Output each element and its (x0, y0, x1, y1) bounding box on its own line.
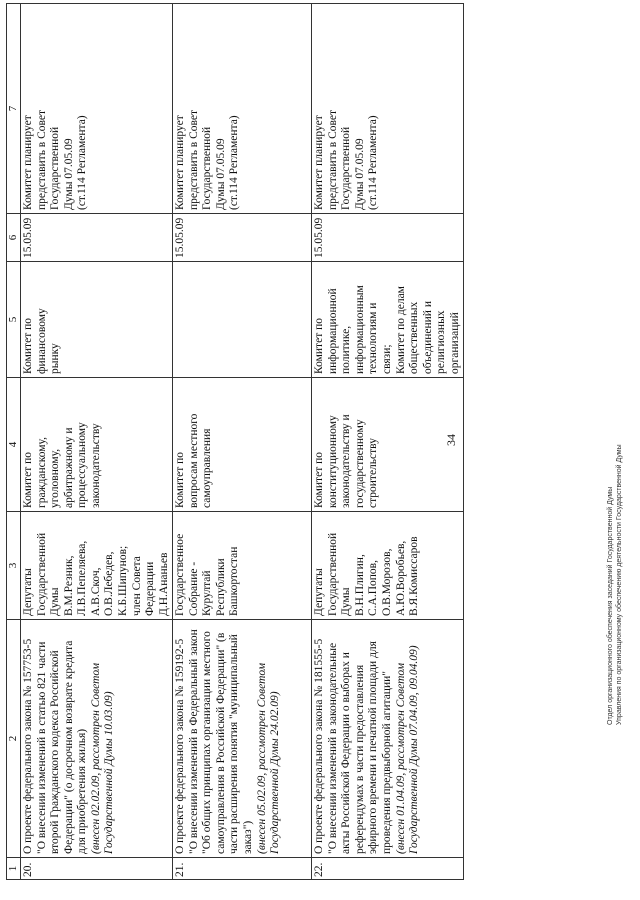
cell-line: законодательству и (340, 414, 353, 508)
bill-description: "О внесении изменений в законодательные акты Российской Федерации о выборах и референдумах в части предоставления эфирного времени и печатной площади для проведения предвыборной агитации" (326, 641, 393, 854)
cell-line: Думы 07.05.09 (214, 138, 227, 210)
cell-line: политике, (340, 325, 353, 374)
cell-line: Государственной (49, 126, 62, 210)
cell-line: А.В.Скоч, (89, 567, 102, 616)
cell-line: Собрание - Курултай (187, 561, 214, 616)
authors-cell (173, 512, 312, 620)
cell-line: объединений и (421, 301, 434, 374)
cell-line: финансовому (35, 308, 48, 374)
cell-line: Депутаты (313, 568, 326, 616)
table-row (21, 4, 173, 880)
cell-line: Федерации (144, 561, 157, 616)
cell-line: Государственной (326, 532, 339, 616)
cell-line: Думы 07.05.09 (62, 138, 75, 210)
cell-line: общественных (408, 301, 421, 374)
column-header-7: 7 (7, 4, 21, 214)
cell-line: Государственной (35, 532, 48, 616)
responsible-committee-cell (21, 378, 173, 512)
cell-line: вопросам местного (187, 413, 200, 508)
footer-line-1: Отдел организационного обеспечения заседаний Государственной Думы (607, 486, 614, 725)
footer (606, 444, 625, 725)
authors-cell (312, 512, 464, 620)
cell-line: В.Я.Комиссаров (408, 536, 421, 616)
plan-cell (21, 4, 173, 214)
cell-line: Государственное (174, 533, 187, 616)
co-committee-cell (173, 262, 312, 378)
cell-line: рынку (49, 343, 62, 374)
bills-table (6, 3, 464, 880)
cell-line: В.Н.Плигин, (353, 554, 366, 616)
cell-line: государственному (353, 419, 366, 508)
cell-line: Государственной (340, 126, 353, 210)
footer-line-2: Управления по организационному обеспечению деятельности Государственной Думы (616, 444, 624, 725)
cell-line: В.М.Резник, (62, 555, 75, 616)
deadline-date: 15.05.09 (173, 214, 312, 262)
bill-cell (173, 620, 312, 858)
co-committee-cell (312, 262, 464, 378)
cell-line: Башкортостан (228, 546, 241, 616)
bill-cell (21, 620, 173, 858)
deadline-date: 15.05.09 (21, 214, 173, 262)
cell-line: уголовному, (49, 448, 62, 508)
column-header-1: 1 (7, 858, 21, 880)
cell-line: (ст.114 Регламента) (76, 115, 89, 210)
cell-line: Думы (49, 587, 62, 616)
cell-line: (ст.114 Регламента) (228, 115, 241, 210)
authors-cell (21, 512, 173, 620)
cell-line: Комитет по (174, 452, 187, 508)
cell-line: Л.В.Пепеляева, (76, 540, 89, 616)
cell-line: конституционному (326, 415, 339, 508)
cell-line: информационным (353, 285, 366, 374)
cell-line: религиозных (435, 310, 448, 374)
bill-description: "О внесении изменений в статью 821 части второй Гражданского кодекса Российской Федерации" (о досрочном возврате кредита для приобретения жилья) (35, 640, 89, 854)
cell-line: информационной (326, 288, 339, 374)
column-header-5: 5 (7, 262, 21, 378)
cell-line: представить в Совет (326, 109, 339, 210)
cell-line: Комитет планирует (22, 115, 34, 210)
bill-cell (312, 620, 464, 858)
cell-line: Д.Н.Ананьев (157, 552, 170, 616)
cell-line: (ст.114 Регламента) (367, 115, 380, 210)
co-committee-cell (21, 262, 173, 378)
cell-line: Государственной (201, 126, 214, 210)
cell-line: гражданскому, (35, 436, 48, 508)
cell-line: Комитет по (22, 318, 34, 374)
deadline-date: 15.05.09 (312, 214, 464, 262)
column-header-6: 6 (7, 214, 21, 262)
bill-description: "О внесении изменений в Федеральный закон "Об общих принципах организации местного самоуправления в Российской Федерации" (в части расширения понятия "муниципальный заказ") (187, 629, 254, 854)
bill-note: (внесен 01.04.09, рассмотрен Советом Государственной Думы 07.04.09, 09.04.09) (394, 645, 421, 854)
cell-line: строительству (367, 438, 380, 508)
cell-line: С.А.Попов, (367, 560, 380, 616)
cell-line: член Совета (130, 556, 143, 616)
cell-line: процессуальному (76, 422, 89, 508)
cell-line: Депутаты (22, 568, 34, 616)
bill-note: (внесен 05.02.09, рассмотрен Советом Государственной Думы 24.02.09) (255, 662, 282, 854)
cell-line: представить в Совет (187, 109, 200, 210)
cell-line: технологиям и (367, 302, 380, 374)
column-header-4: 4 (7, 378, 21, 512)
column-header-2: 2 (7, 620, 21, 858)
cell-line: Комитет по (313, 452, 326, 508)
bill-title: О проекте федерального закона № 181555-5 (313, 638, 326, 854)
bill-note: (внесен 02.02.09, рассмотрен Советом Государственной Думы 10.03.09) (89, 662, 116, 854)
cell-line: связи; (381, 344, 393, 374)
cell-line: арбитражному и (62, 427, 75, 508)
cell-line: самоуправления (201, 428, 214, 508)
row-number: 22. (312, 858, 464, 880)
cell-line: организаций (448, 312, 461, 374)
responsible-committee-cell (173, 378, 312, 512)
cell-line: А.Ю.Воробьев, (394, 540, 407, 616)
cell-line: Думы (340, 587, 353, 616)
cell-line: Комитет по (22, 452, 34, 508)
cell-line: Думы 07.05.09 (353, 138, 366, 210)
row-number: 20. (21, 858, 173, 880)
cell-line: О.В.Лебедев, (103, 551, 116, 616)
bill-title: О проекте федерального закона № 159192-5 (174, 638, 187, 854)
plan-cell (173, 4, 312, 214)
table-row (312, 4, 464, 880)
cell-line: Республики (214, 558, 227, 616)
table-row (173, 4, 312, 880)
cell-line: Комитет по (313, 318, 326, 374)
cell-line: Комитет планирует (174, 115, 187, 210)
column-header-3: 3 (7, 512, 21, 620)
bill-title: О проекте федерального закона № 157753-5 (22, 638, 34, 854)
column-header-row (7, 4, 21, 880)
responsible-committee-cell (312, 378, 464, 512)
page-number: 34 (444, 434, 458, 446)
cell-line: О.В.Морозов, (381, 548, 393, 616)
cell-line: К.Б.Шипунов; (116, 545, 129, 616)
cell-line: Комитет по делам (394, 286, 407, 374)
cell-line: представить в Совет (35, 109, 48, 210)
cell-line: законодательству (89, 423, 102, 508)
plan-cell (312, 4, 464, 214)
row-number: 21. (173, 858, 312, 880)
cell-line: Комитет планирует (313, 115, 326, 210)
